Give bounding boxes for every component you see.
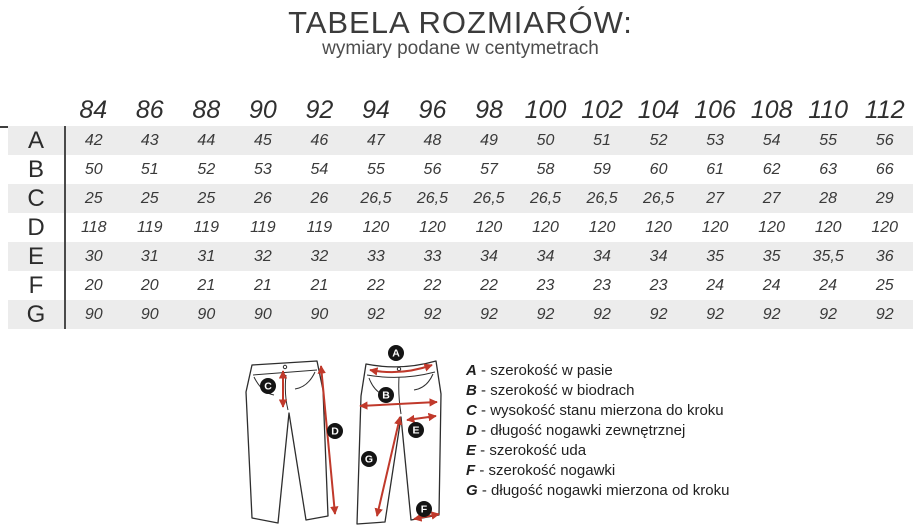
- size-cell: 25: [84, 189, 103, 207]
- legend-desc: szerokość w pasie: [490, 362, 613, 379]
- size-cell: 52: [649, 131, 668, 149]
- size-cell: 118: [81, 218, 107, 236]
- size-cell: 23: [649, 276, 668, 294]
- table-row: [8, 126, 913, 155]
- size-cell: 53: [253, 160, 272, 178]
- column-header: 110: [808, 95, 849, 124]
- size-cell: 27: [706, 189, 724, 207]
- size-cell: 90: [84, 305, 103, 323]
- size-cell: 51: [140, 160, 159, 178]
- page-subtitle: wymiary podane w centymetrach: [322, 37, 599, 59]
- legend-separator: -: [475, 462, 489, 479]
- size-cell: 44: [197, 131, 216, 149]
- legend-item: [466, 421, 729, 441]
- size-cell: 26,5: [529, 189, 562, 207]
- table-row: [8, 213, 913, 242]
- size-cell: 25: [875, 276, 894, 294]
- size-cell: 24: [706, 276, 724, 294]
- size-cell: 62: [762, 160, 781, 178]
- badge-B: [378, 387, 394, 403]
- legend-key: E: [466, 442, 477, 459]
- badge-A-letter: A: [392, 347, 400, 360]
- size-cell: 57: [480, 160, 498, 178]
- size-cell: 55: [367, 160, 385, 178]
- size-cell: 120: [475, 218, 503, 236]
- size-cell: 30: [84, 247, 103, 265]
- legend-separator: -: [476, 382, 491, 399]
- size-cell: 90: [197, 305, 216, 323]
- size-cell: 34: [536, 247, 555, 265]
- legend-desc: szerokość uda: [489, 442, 587, 459]
- badge-D: [327, 423, 343, 439]
- size-cell: 34: [649, 247, 668, 265]
- column-header: 90: [248, 95, 277, 124]
- pants-front-left-outline: [246, 361, 328, 523]
- size-cell: 26: [253, 189, 272, 207]
- page-title: TABELA ROZMIARÓW:: [288, 5, 633, 40]
- badge-D-letter: D: [331, 425, 339, 438]
- legend-item: [466, 441, 729, 461]
- size-cell: 20: [140, 276, 159, 294]
- size-cell: 26,5: [643, 189, 675, 207]
- legend-desc: długość nogawki mierzona od kroku: [491, 482, 730, 499]
- size-cell: 120: [419, 218, 446, 236]
- size-cell: 61: [706, 160, 724, 178]
- size-cell: 90: [253, 305, 272, 323]
- legend-key: F: [466, 462, 476, 479]
- column-header: 100: [524, 95, 567, 124]
- size-cell: 47: [367, 131, 385, 149]
- size-cell: 23: [593, 276, 611, 294]
- row-label: F: [8, 271, 65, 300]
- legend-desc: szerokość nogawki: [488, 462, 616, 479]
- size-cell: 119: [306, 218, 333, 236]
- legend-desc: długość nogawki zewnętrznej: [490, 422, 686, 439]
- badge-F-letter: F: [420, 503, 428, 516]
- size-cell: 29: [875, 189, 894, 207]
- badge-G-letter: G: [364, 453, 374, 466]
- size-cell: 33: [423, 247, 442, 265]
- legend-item: [466, 461, 729, 481]
- size-cell: 120: [588, 218, 616, 236]
- size-cell: 92: [706, 305, 724, 323]
- badge-B-letter: B: [382, 389, 390, 402]
- size-cell: 51: [593, 131, 611, 149]
- size-cell: 32: [310, 247, 329, 265]
- badge-A: [388, 345, 404, 361]
- column-header: 86: [135, 95, 164, 124]
- badge-E-letter: E: [412, 424, 420, 437]
- size-cell: 42: [84, 131, 103, 149]
- size-cell: 120: [532, 218, 559, 236]
- size-cell: 21: [253, 276, 272, 294]
- row-label: A: [8, 126, 65, 155]
- size-table: [8, 94, 913, 329]
- size-cell: 21: [310, 276, 329, 294]
- size-cell: 60: [649, 160, 668, 178]
- legend-separator: -: [476, 402, 491, 419]
- column-header: 84: [79, 95, 108, 124]
- legend-desc: wysokość stanu mierzona do kroku: [490, 402, 724, 419]
- size-cell: 24: [819, 276, 838, 294]
- size-cell: 120: [758, 218, 785, 236]
- legend-separator: -: [476, 362, 491, 379]
- column-header: 98: [475, 95, 503, 124]
- size-cell: 92: [762, 305, 781, 323]
- size-cell: 28: [819, 189, 838, 207]
- size-cell: 120: [362, 218, 390, 236]
- column-header: 112: [864, 95, 905, 124]
- size-cell: 26,5: [360, 189, 392, 207]
- size-cell: 120: [701, 218, 729, 236]
- legend-item: [466, 381, 729, 401]
- column-header: 108: [750, 95, 793, 124]
- size-cell: 119: [250, 218, 276, 236]
- size-cell: 50: [536, 131, 555, 149]
- badge-E: [408, 422, 424, 438]
- table-row: [8, 155, 913, 184]
- size-cell: 35: [762, 247, 781, 265]
- size-cell: 56: [423, 160, 442, 178]
- size-table-header-row: [8, 94, 913, 126]
- size-cell: 120: [645, 218, 672, 236]
- size-cell: 92: [593, 305, 611, 323]
- legend-key: B: [466, 382, 477, 399]
- size-cell: 55: [819, 131, 838, 149]
- size-cell: 54: [310, 160, 329, 178]
- size-cell: 43: [140, 131, 159, 149]
- size-cell: 120: [871, 218, 899, 236]
- size-cell: 35,5: [812, 247, 844, 265]
- size-cell: 32: [253, 247, 272, 265]
- size-cell: 26,5: [586, 189, 618, 207]
- size-cell: 21: [197, 276, 216, 294]
- size-table-body: [8, 126, 913, 329]
- size-cell: 120: [814, 218, 842, 236]
- size-cell: 22: [423, 276, 442, 294]
- row-label: G: [8, 300, 65, 329]
- size-cell: 90: [310, 305, 329, 323]
- legend-item: [466, 401, 729, 421]
- column-header: 106: [694, 95, 736, 124]
- size-cell: 48: [423, 131, 442, 149]
- size-cell: 34: [480, 247, 498, 265]
- size-cell: 92: [819, 305, 838, 323]
- size-cell: 53: [706, 131, 724, 149]
- size-cell: 34: [593, 247, 611, 265]
- row-label: C: [8, 184, 65, 213]
- size-cell: 92: [480, 305, 498, 323]
- size-cell: 56: [875, 131, 894, 149]
- size-cell: 25: [140, 189, 159, 207]
- corner-cell: [8, 94, 65, 126]
- size-cell: 31: [197, 247, 216, 265]
- size-cell: 92: [367, 305, 385, 323]
- size-cell: 27: [762, 189, 781, 207]
- column-header: 92: [305, 95, 334, 124]
- column-header: 104: [637, 95, 680, 124]
- badge-F: [416, 501, 432, 517]
- size-cell: 25: [197, 189, 216, 207]
- badge-C-letter: C: [264, 380, 272, 393]
- size-cell: 49: [480, 131, 498, 149]
- size-cell: 92: [649, 305, 668, 323]
- legend-item: [466, 481, 729, 501]
- legend-separator: -: [476, 442, 490, 459]
- size-cell: 63: [819, 160, 838, 178]
- table-row: [8, 271, 913, 300]
- size-cell: 45: [253, 131, 272, 149]
- legend-key: D: [466, 422, 477, 439]
- legend-separator: -: [477, 482, 492, 499]
- size-cell: 26: [310, 189, 329, 207]
- size-cell: 35: [706, 247, 724, 265]
- size-cell: 52: [197, 160, 216, 178]
- size-cell: 22: [367, 276, 385, 294]
- size-cell: 31: [140, 247, 159, 265]
- page-header: [0, 7, 921, 59]
- table-row: [8, 300, 913, 329]
- size-cell: 92: [875, 305, 894, 323]
- legend-item: [466, 361, 729, 381]
- row-label: D: [8, 213, 65, 242]
- legend-separator: -: [476, 422, 491, 439]
- table-row: [8, 184, 913, 213]
- legend-key: A: [466, 362, 477, 379]
- size-cell: 22: [480, 276, 498, 294]
- table-row: [8, 242, 913, 271]
- pants-diagram: [230, 344, 460, 528]
- size-cell: 36: [875, 247, 894, 265]
- size-cell: 33: [367, 247, 385, 265]
- size-cell: 24: [762, 276, 781, 294]
- size-cell: 119: [137, 218, 163, 236]
- size-cell: 23: [536, 276, 555, 294]
- size-cell: 90: [140, 305, 159, 323]
- legend-desc: szerokość w biodrach: [490, 382, 635, 399]
- size-cell: 54: [762, 131, 781, 149]
- badge-G: [361, 451, 377, 467]
- size-cell: 46: [310, 131, 329, 149]
- size-cell: 119: [193, 218, 220, 236]
- badge-C: [260, 378, 276, 394]
- column-header: 96: [418, 95, 447, 124]
- size-cell: 92: [423, 305, 442, 323]
- size-cell: 26,5: [416, 189, 449, 207]
- size-cell: 58: [536, 160, 555, 178]
- legend-key: G: [466, 482, 478, 499]
- legend-key: C: [466, 402, 477, 419]
- size-cell: 66: [875, 160, 894, 178]
- column-header: 88: [192, 95, 221, 124]
- size-cell: 20: [84, 276, 103, 294]
- size-cell: 92: [536, 305, 555, 323]
- measurement-legend: [466, 361, 729, 501]
- size-cell: 26,5: [473, 189, 505, 207]
- column-header: 94: [362, 95, 390, 124]
- row-label: E: [8, 242, 65, 271]
- row-label: B: [8, 155, 65, 184]
- column-header: 102: [581, 95, 623, 124]
- size-cell: 50: [84, 160, 103, 178]
- size-cell: 59: [593, 160, 611, 178]
